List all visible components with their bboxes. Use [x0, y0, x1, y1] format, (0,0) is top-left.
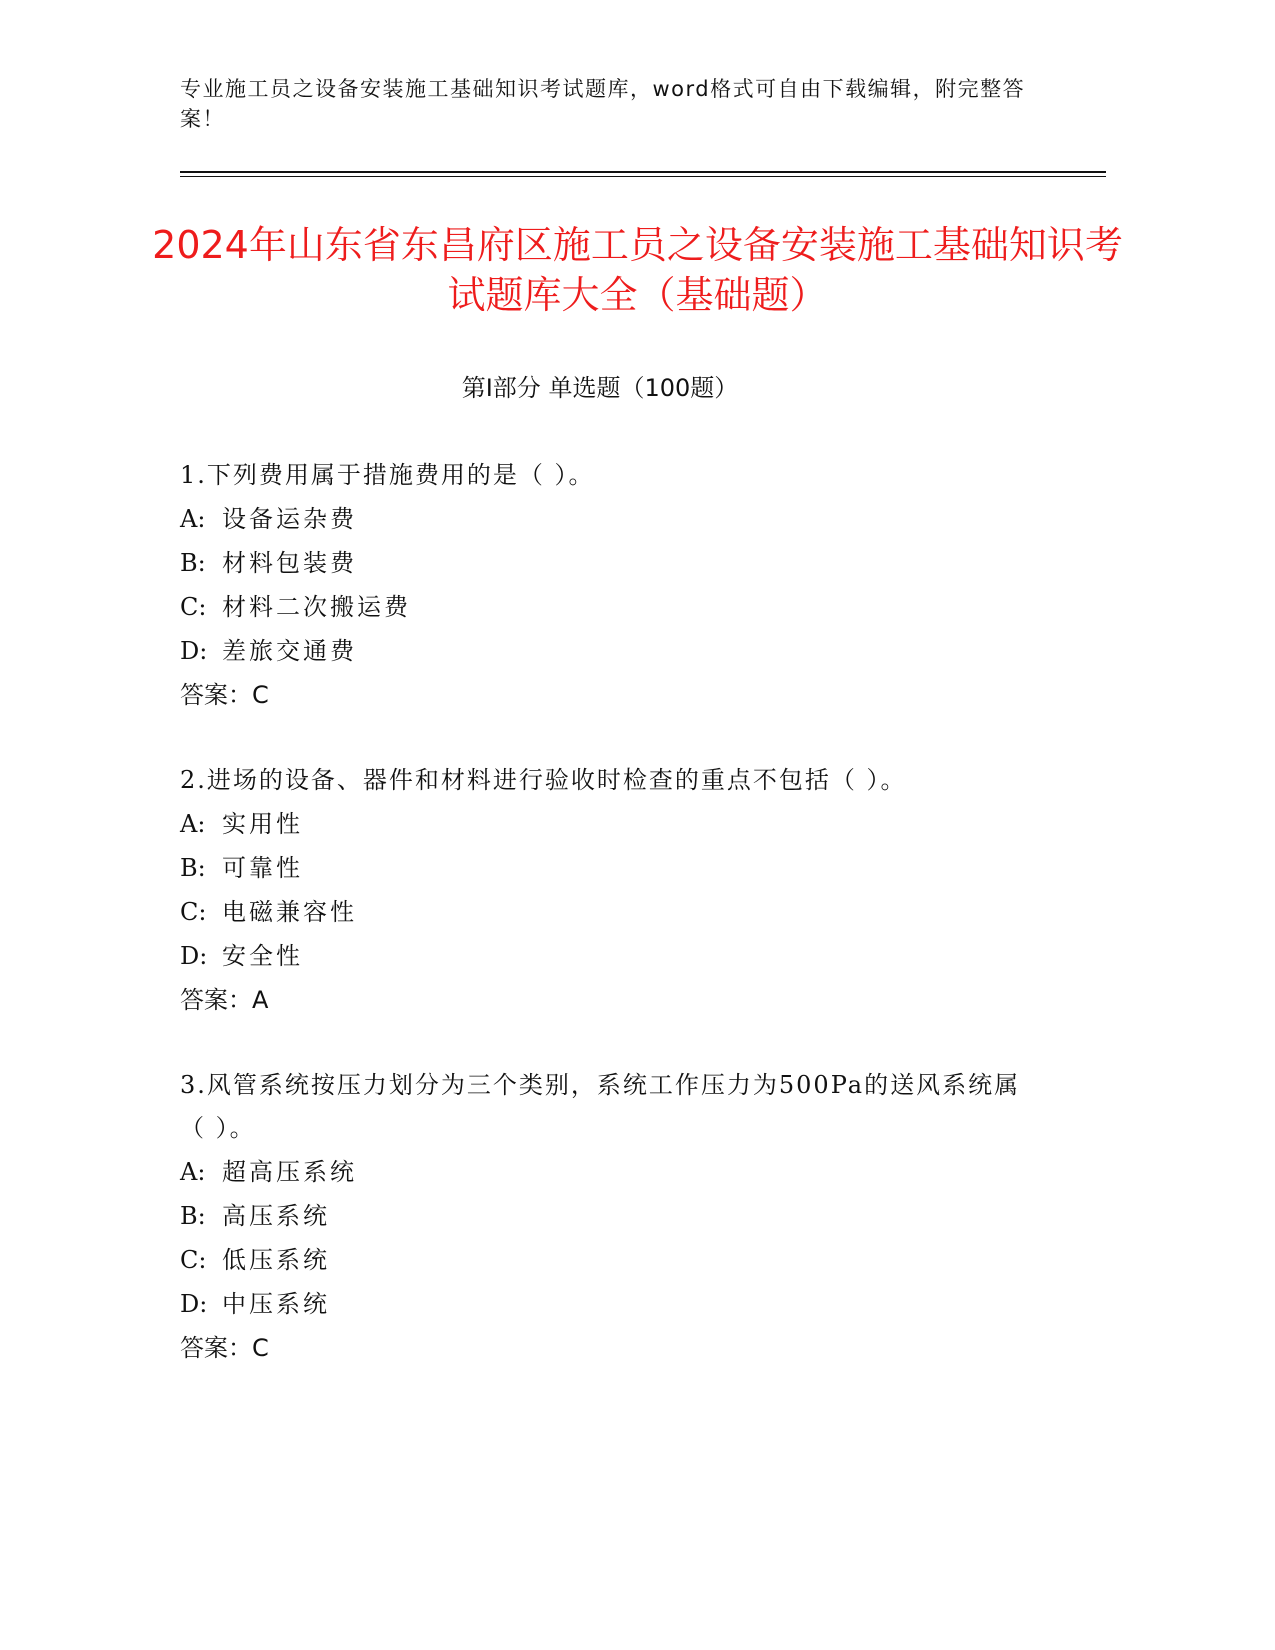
answer — [180, 673, 1040, 717]
question-stem: 3.风管系统按压力划分为三个类别，系统工作压力为500Pa的送风系统属（ ）。 — [180, 1071, 1021, 1142]
option-letter: B: — [180, 1202, 206, 1230]
option-letter: C: — [180, 1246, 207, 1274]
option-c — [180, 890, 1040, 934]
option-text: 实用性 — [222, 810, 303, 838]
answer-label: 答案： — [180, 1334, 252, 1362]
question-1 — [180, 454, 1040, 717]
option-letter: B: — [180, 549, 206, 577]
option-letter: C: — [180, 898, 207, 926]
option-letter: B: — [180, 854, 206, 882]
header-rule-thin — [180, 176, 1106, 177]
question-stem: 2.进场的设备、器件和材料进行验收时检查的重点不包括（ ）。 — [180, 766, 907, 794]
option-text: 可靠性 — [222, 854, 303, 882]
option-b — [180, 1194, 1040, 1238]
option-text: 材料二次搬运费 — [222, 593, 411, 621]
option-c — [180, 1238, 1040, 1282]
option-a — [180, 802, 1040, 846]
option-text: 安全性 — [222, 942, 303, 970]
option-d — [180, 934, 1040, 978]
option-a — [180, 1150, 1040, 1194]
option-text: 差旅交通费 — [222, 637, 357, 665]
option-d — [180, 1282, 1040, 1326]
option-letter: A: — [180, 810, 206, 838]
option-text: 高压系统 — [222, 1202, 330, 1230]
option-d — [180, 629, 1040, 673]
question-2 — [180, 759, 1040, 1022]
answer-value: C — [252, 1334, 269, 1362]
header-rule-thick — [180, 171, 1106, 173]
option-text: 材料包装费 — [222, 549, 357, 577]
option-letter: A: — [180, 505, 206, 533]
option-letter: D: — [180, 1290, 208, 1318]
option-b — [180, 846, 1040, 890]
option-text: 中压系统 — [222, 1290, 330, 1318]
option-letter: A: — [180, 1158, 206, 1186]
answer — [180, 978, 1040, 1022]
option-text: 低压系统 — [222, 1246, 330, 1274]
answer — [180, 1326, 1040, 1370]
option-text: 电磁兼容性 — [222, 898, 357, 926]
answer-label: 答案： — [180, 681, 252, 709]
option-text: 设备运杂费 — [222, 505, 357, 533]
document-title: 2024年山东省东昌府区施工员之设备安装施工基础知识考试题库大全（基础题） — [152, 223, 1123, 317]
question-stem: 1.下列费用属于措施费用的是（ ）。 — [180, 461, 595, 489]
option-text: 超高压系统 — [222, 1158, 357, 1186]
answer-label: 答案： — [180, 986, 252, 1014]
option-b — [180, 541, 1040, 585]
option-a — [180, 497, 1040, 541]
section-title: 第Ⅰ部分 单选题（100题） — [461, 374, 739, 402]
answer-value: A — [252, 986, 269, 1014]
answer-value: C — [252, 681, 269, 709]
option-letter: D: — [180, 942, 208, 970]
header-note: 专业施工员之设备安装施工基础知识考试题库，word格式可自由下载编辑，附完整答案！ — [180, 77, 1026, 131]
option-letter: C: — [180, 593, 207, 621]
option-letter: D: — [180, 637, 208, 665]
option-c — [180, 585, 1040, 629]
question-3 — [180, 1064, 1040, 1370]
